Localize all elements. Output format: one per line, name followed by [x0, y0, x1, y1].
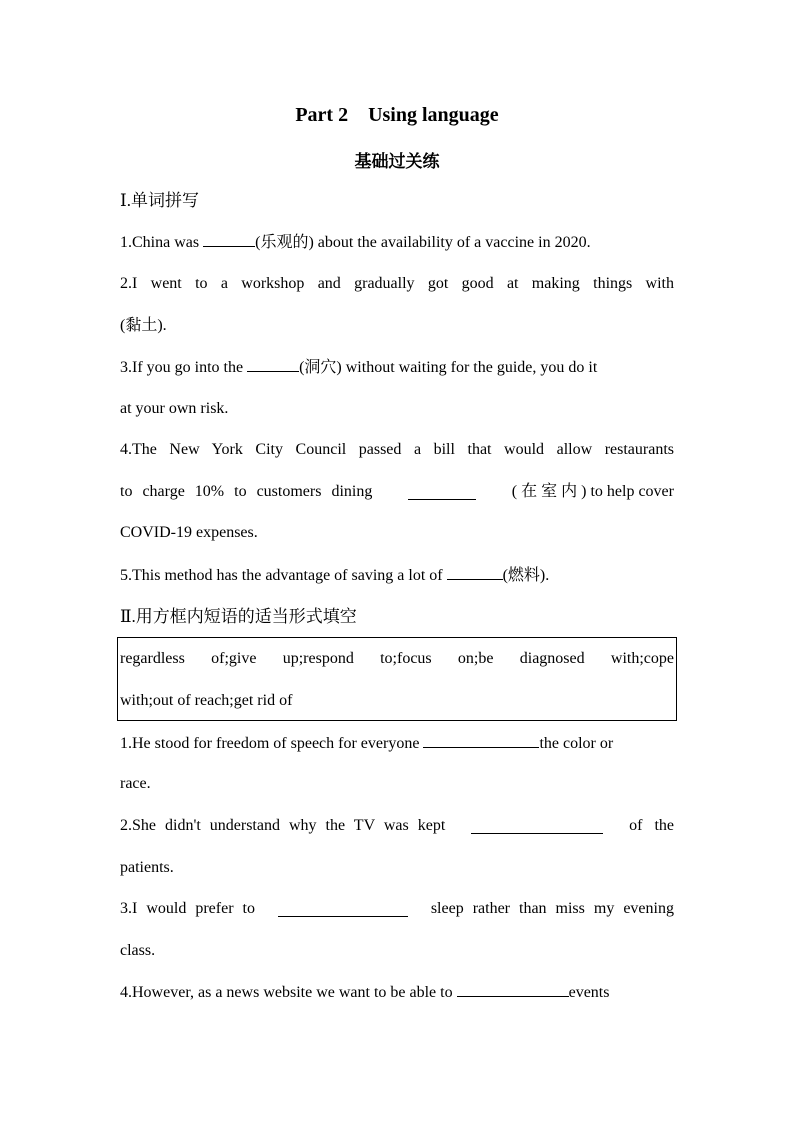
s2-q3-after: sleep rather than miss my evening	[430, 900, 674, 917]
s2-q4	[120, 981, 674, 1004]
s2-q2-line2: patients.	[120, 859, 174, 876]
s1-q4-line3: COVID-19 expenses.	[120, 524, 258, 541]
s1-q4-hint: ( 在 室 内 ) to help cover	[511, 483, 674, 500]
s2-q3-line2: class.	[120, 942, 156, 959]
s1-q1-blank[interactable]	[203, 231, 255, 247]
s1-q5-blank[interactable]	[447, 564, 503, 580]
s1-q1	[120, 231, 674, 254]
s1-q4-line2	[120, 481, 674, 503]
section1-heading: Ⅰ.单词拼写	[120, 191, 199, 210]
s1-q2-line1: 2.I went to a workshop and gradually got good at making things with	[120, 275, 674, 292]
s1-q3-blank[interactable]	[247, 356, 299, 372]
s1-q2-line2: (黏土).	[120, 317, 167, 334]
s2-q3	[120, 898, 674, 920]
s2-q4-blank[interactable]	[457, 981, 569, 997]
s1-q5	[120, 564, 674, 587]
page-title: Part 2 Using language	[295, 104, 499, 126]
s2-q1-after: the color or	[539, 735, 614, 752]
s2-q2-after: of the	[629, 817, 674, 834]
s2-q3-text: 3.I would prefer to	[120, 900, 255, 917]
s1-q1-text: 1.China was	[120, 234, 204, 251]
s2-q4-text: 4.However, as a news website we want to be able to	[120, 984, 457, 1001]
s1-q3	[120, 356, 674, 379]
s1-q5-hint: (燃料).	[502, 567, 550, 584]
s1-q1-hint: (乐观的) about the availability of a vaccine in 2020.	[255, 234, 591, 251]
s2-q3-blank[interactable]	[278, 901, 408, 917]
s1-q3-hint: (洞穴) without waiting for the guide, you do it	[299, 359, 598, 376]
phrase-box-line1: regardless of;give up;respond to;focus on;be diagnosed with;cope	[120, 650, 674, 667]
s1-q4-text: to charge 10% to customers dining	[120, 483, 373, 500]
s2-q1	[120, 732, 674, 755]
s1-q3-text: 3.If you go into the	[120, 359, 248, 376]
s2-q4-after: events	[568, 984, 610, 1001]
s2-q1-blank[interactable]	[423, 732, 539, 748]
s1-q4-blank[interactable]	[408, 484, 476, 500]
s2-q1-line2: race.	[120, 775, 151, 792]
s1-q3-line2: at your own risk.	[120, 400, 229, 417]
page-subtitle: 基础过关练	[354, 152, 440, 171]
phrase-box-line2: with;out of reach;get rid of	[120, 692, 293, 709]
s2-q1-text: 1.He stood for freedom of speech for everyone	[120, 735, 424, 752]
s1-q5-text: 5.This method has the advantage of saving a lot of	[120, 567, 447, 584]
section2-heading: Ⅱ.用方框内短语的适当形式填空	[120, 607, 357, 626]
s2-q2-blank[interactable]	[471, 818, 603, 834]
s1-q4-line1: 4.The New York City Council passed a bill that would allow restaurants	[120, 441, 674, 458]
s2-q2	[120, 815, 674, 837]
s2-q2-text: 2.She didn't understand why the TV was kept	[120, 817, 446, 834]
